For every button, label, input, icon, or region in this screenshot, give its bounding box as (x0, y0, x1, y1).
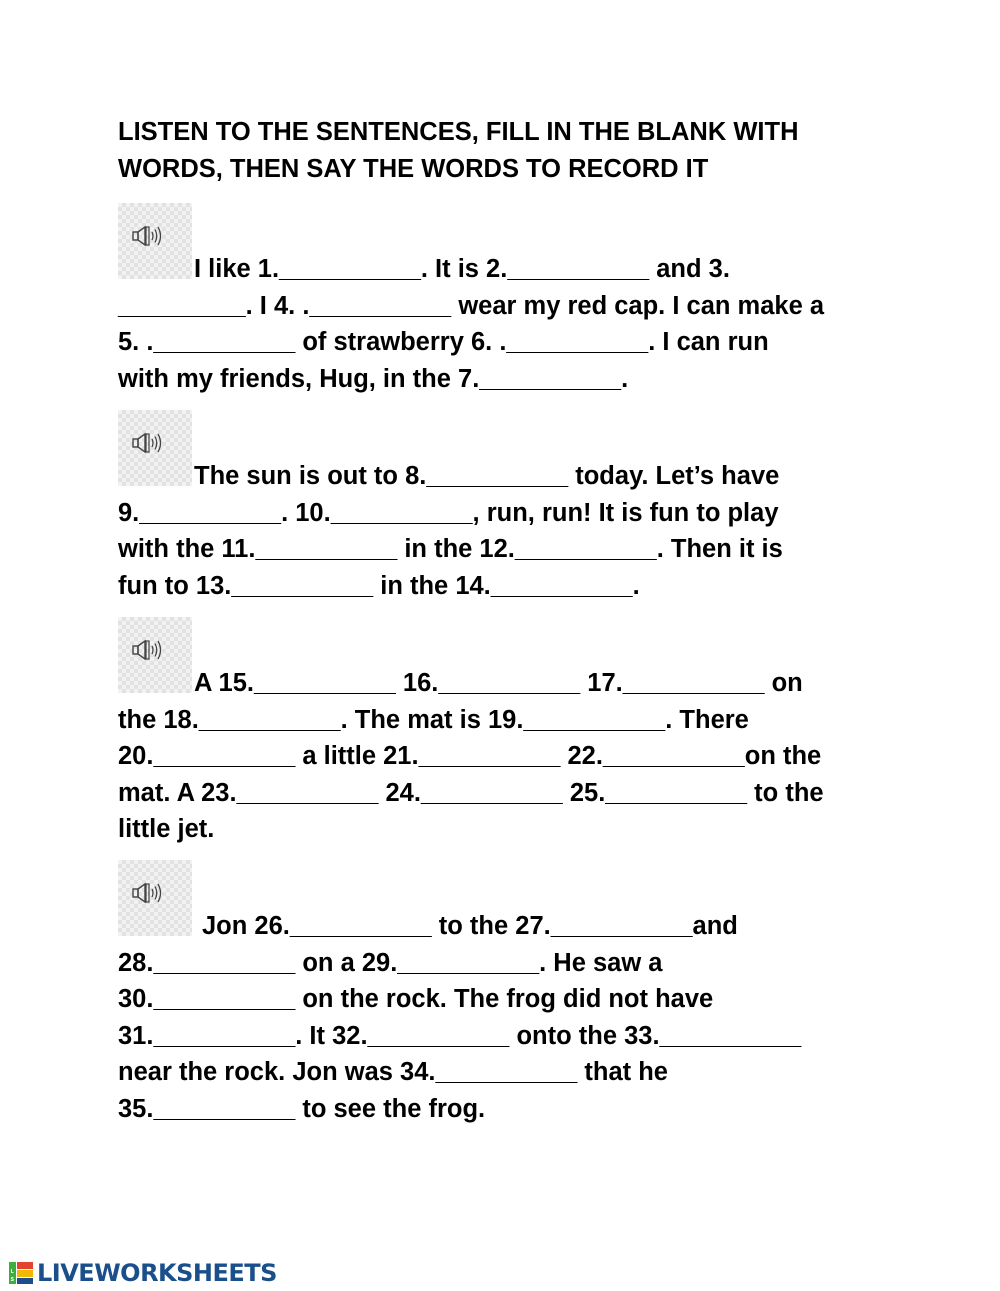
paragraph-line: mat. A 23.__________ 24.__________ 25.__________ to the (118, 778, 824, 807)
title-line: LISTEN TO THE SENTENCES, FILL IN THE BLANK WITH (118, 118, 799, 146)
paragraph-line: 31.__________. It 32.__________ onto the 33.__________ (118, 1021, 802, 1050)
paragraph-line: 5. .__________ of strawberry 6. .__________. I can run (118, 328, 769, 356)
title-line: WORDS, THEN SAY THE WORDS TO RECORD IT (118, 154, 709, 183)
paragraph-line: 30.__________ on the rock. The frog did not have (118, 985, 714, 1013)
paragraph-3 (118, 665, 938, 848)
paragraph-line: 20.__________ a little 21.__________ 22.__________on the (118, 742, 822, 770)
paragraph-line: the 18.__________. The mat is 19.__________. There (118, 705, 749, 734)
page-title (118, 114, 938, 187)
logo-text: LIVEWORKSHEETS (37, 1259, 277, 1287)
paragraph-line: The sun is out to 8.__________ today. Let’s have (194, 462, 780, 490)
paragraph-line: I like 1.__________. It is 2.__________ and 3. (194, 255, 730, 283)
paragraph-line: 28.__________ on a 29.__________. He saw a (118, 948, 663, 977)
paragraph-line: fun to 13.__________ in the 14.__________. (118, 571, 640, 600)
speaker-icon (132, 225, 166, 247)
paragraph-line: with the 11.__________ in the 12.__________. Then it is (118, 535, 783, 563)
speaker-icon (132, 432, 166, 454)
paragraph-line: 35.__________ to see the frog. (118, 1094, 486, 1123)
paragraph-line: _________. I 4. .__________ wear my red cap. I can make a (118, 291, 825, 320)
paragraph-line: with my friends, Hug, in the 7.__________. (118, 364, 629, 393)
paragraph-line: A 15.__________ 16.__________ 17.__________ on (194, 669, 803, 697)
paragraph-1 (118, 251, 938, 397)
paragraph-line: near the rock. Jon was 34.__________ that he (118, 1058, 668, 1086)
paragraph-2 (118, 458, 938, 604)
logo-mark-letters: L (10, 1269, 14, 1275)
speaker-icon (132, 882, 166, 904)
speaker-icon (132, 639, 166, 661)
paragraph-4 (118, 908, 938, 1127)
paragraph-line: Jon 26.__________ to the 27.__________and (202, 912, 738, 940)
logo-mark-icon (8, 1260, 34, 1286)
svg-text:S: S (10, 1277, 15, 1283)
liveworksheets-logo[interactable] (8, 1258, 277, 1288)
paragraph-line: little jet. (118, 815, 215, 843)
paragraph-line: 9.__________. 10.__________, run, run! It is fun to play (118, 498, 779, 527)
